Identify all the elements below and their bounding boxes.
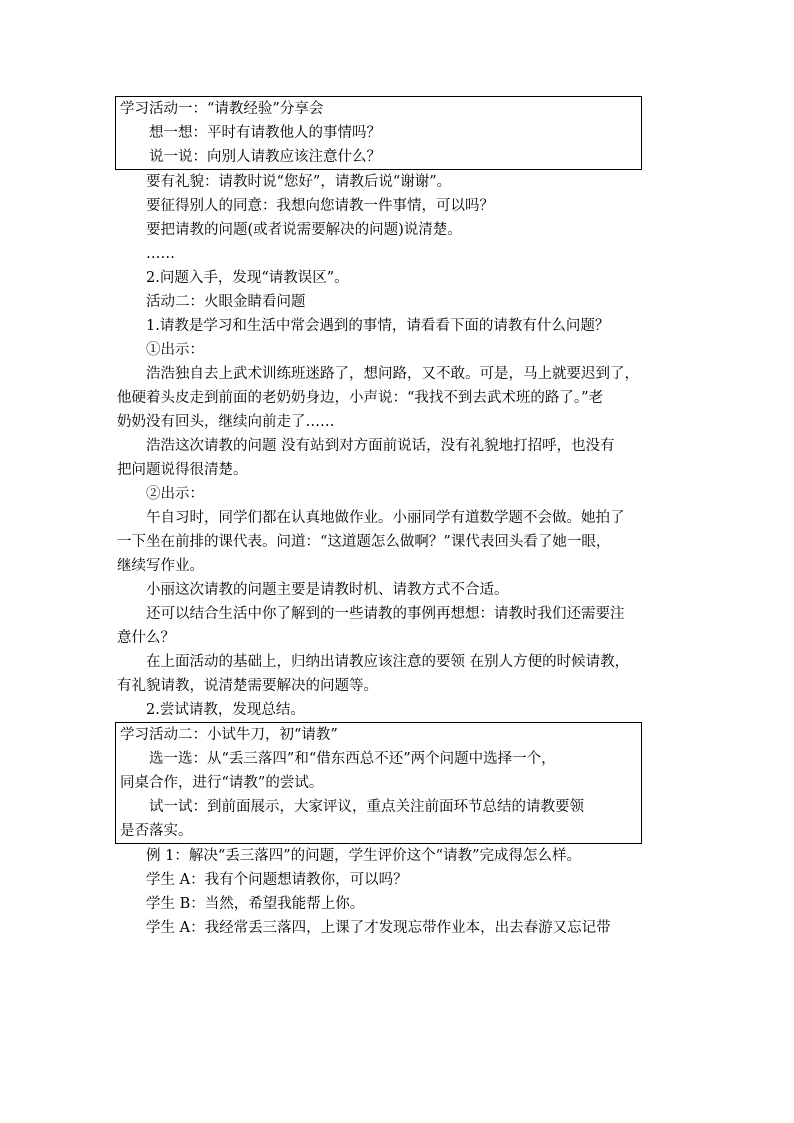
activity-two-choose-line-2: 同桌合作，进行“请教”的尝试。 — [120, 775, 324, 791]
story-one-line-1: 浩浩独自去上武术训练班迷路了，想问路，又不敢。可是，马上就要迟到了， — [146, 366, 639, 382]
analysis-one-line-2: 把问题说得很清楚。 — [117, 462, 248, 478]
story-one-line-3: 奶奶没有回头，继续向前走了…… — [117, 414, 335, 430]
section-two-heading: 2.问题入手，发现“请教误区”。 — [146, 270, 349, 286]
activity-two-try-line-1: 试一试：到前面展示，大家评议，重点关注前面环节总结的请教要领 — [149, 799, 584, 815]
think-more-line-1: 还可以结合生活中你了解到的一些请教的事例再想想：请教时我们还需要注 — [146, 606, 625, 622]
dialogue-a-2: 学生 A：我经常丢三落四，上课了才发现忘带作业本，出去春游又忘记带 — [146, 920, 611, 936]
think-more-line-2: 意什么？ — [117, 630, 175, 646]
show-one-label: ①出示： — [146, 342, 204, 358]
summary-line-2: 有礼貌请教，说清楚需要解决的问题等。 — [117, 678, 378, 694]
story-two-line-1: 午自习时，同学们都在认真地做作业。小丽同学有道数学题不会做。她拍了 — [146, 510, 625, 526]
story-one-line-2: 他硬着头皮走到前面的老奶奶身边，小声说：“我找不到去武术班的路了。”老 — [117, 390, 604, 406]
story-two-line-2: 一下坐在前排的课代表。问道：“这道题怎么做啊？”课代表回头看了她一眼， — [117, 534, 611, 550]
dialogue-b-1: 学生 B：当然，希望我能帮上你。 — [146, 896, 365, 912]
point-clarity: 要把请教的问题(或者说需要解决的问题)说清楚。 — [146, 222, 462, 238]
activity-one-title: 学习活动一：“请教经验”分享会 — [120, 101, 324, 117]
question-one: 1.请教是学习和生活中常会遇到的事情，请看看下面的请教有什么问题？ — [146, 318, 610, 334]
analysis-two: 小丽这次请教的问题主要是请教时机、请教方式不合适。 — [146, 582, 509, 598]
activity-two-label: 活动二：火眼金睛看问题 — [146, 294, 306, 310]
analysis-one-line-1: 浩浩这次请教的问题 没有站到对方面前说话，没有礼貌地打招呼，也没有 — [146, 438, 615, 454]
example-intro: 例 1：解决“丢三落四”的问题，学生评价这个“请教”完成得怎么样。 — [146, 848, 581, 864]
step-heading: 2.尝试请教，发现总结。 — [146, 702, 305, 718]
activity-two-choose-line-1: 选一选：从“丢三落四”和“借东西总不还”两个问题中选择一个， — [149, 751, 556, 767]
story-two-line-3: 继续写作业。 — [117, 558, 204, 574]
activity-one-say: 说一说：向别人请教应该注意什么？ — [149, 149, 381, 165]
dialogue-a-1: 学生 A：我有个问题想请教你，可以吗？ — [146, 872, 408, 888]
activity-one-box — [115, 96, 642, 170]
document-content — [117, 96, 679, 940]
activity-two-box — [115, 722, 642, 844]
activity-two-title: 学习活动二：小试牛刀，初“请教” — [120, 727, 338, 743]
summary-line-1: 在上面活动的基础上，归纳出请教应该注意的要领 在别人方便的时候请教， — [146, 654, 630, 670]
point-courtesy: 要有礼貌：请教时说“您好”，请教后说“谢谢”。 — [146, 174, 452, 190]
ellipsis: …… — [146, 246, 175, 262]
point-consent: 要征得别人的同意：我想向您请教一件事情，可以吗？ — [146, 198, 494, 214]
activity-one-think: 想一想：平时有请教他人的事情吗？ — [149, 125, 381, 141]
show-two-label: ②出示： — [146, 486, 204, 502]
activity-two-try-line-2: 是否落实。 — [120, 823, 193, 839]
